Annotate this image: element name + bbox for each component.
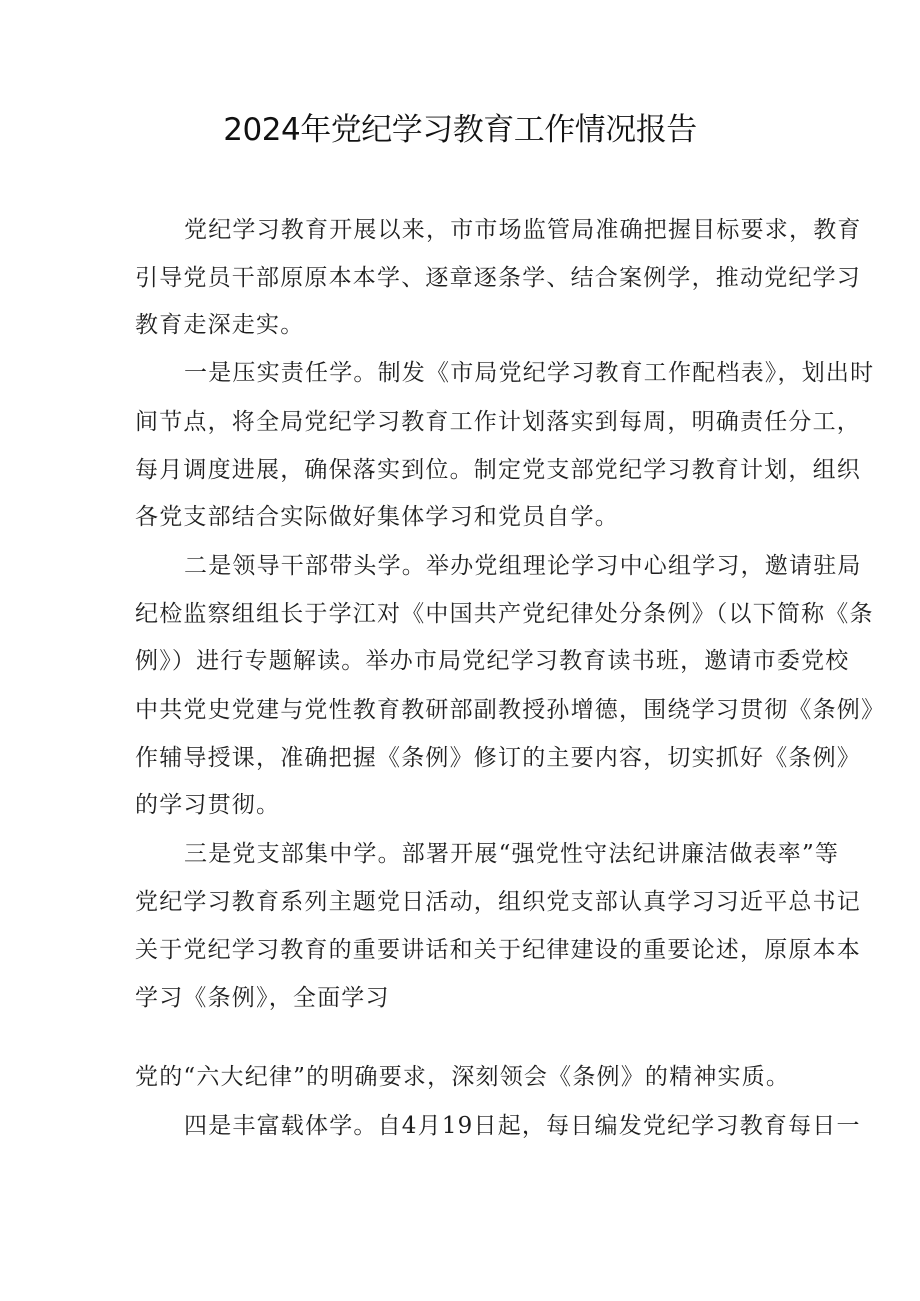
paragraph-line: 三是党支部集中学。部署开展“强党性守法纪讲廉洁做表率”等 xyxy=(184,841,840,867)
paragraph-line: 作辅导授课，准确把握《条例》修订的主要内容，切实抓好《条例》 xyxy=(135,745,861,771)
paragraph-line: 党纪学习教育系列主题党日活动，组织党支部认真学习习近平总书记 xyxy=(135,889,861,915)
paragraph-line: 党纪学习教育开展以来，市市场监管局准确把握目标要求，教育 xyxy=(184,217,862,243)
paragraph-line: 各党支部结合实际做好集体学习和党员自学。 xyxy=(135,504,619,530)
paragraph-line: 四是丰富载体学。自4月19日起，每日编发党纪学习教育每日一 xyxy=(184,1113,861,1139)
paragraph-line: 学习《条例》，全面学习 xyxy=(135,985,390,1011)
paragraph-line: 关于党纪学习教育的重要讲话和关于纪律建设的重要论述，原原本本 xyxy=(135,937,861,963)
paragraph-line: 的学习贯彻。 xyxy=(135,792,281,818)
paragraph-line: 每月调度进展，确保落实到位。制定党支部党纪学习教育计划，组织 xyxy=(135,457,861,483)
paragraph-line: 纪检监察组组长于学江对《中国共产党纪律处分条例》（以下简称《条 xyxy=(135,601,874,627)
paragraph-line: 党的“六大纪律”的明确要求，深刻领会《条例》的精神实质。 xyxy=(135,1064,791,1090)
paragraph-line: 例》）进行专题解读。举办市局党纪学习教育读书班，邀请市委党校 xyxy=(135,648,850,674)
paragraph-line: 引导党员干部原原本本学、逐章逐条学、结合案例学，推动党纪学习 xyxy=(135,265,861,291)
document-title: 2024年党纪学习教育工作情况报告 xyxy=(223,112,697,148)
paragraph-line: 中共党史党建与党性教育教研部副教授孙增德，围绕学习贯彻《条例》 xyxy=(135,697,886,723)
paragraph-line: 教育走深走实。 xyxy=(135,312,305,338)
paragraph-line: 二是领导干部带头学。举办党组理论学习中心组学习，邀请驻局 xyxy=(184,553,862,579)
paragraph-line: 间节点，将全局党纪学习教育工作计划落实到每周，明确责任分工， xyxy=(135,409,861,435)
paragraph-line: 一是压实责任学。制发《市局党纪学习教育工作配档表》，划出时 xyxy=(184,360,875,386)
